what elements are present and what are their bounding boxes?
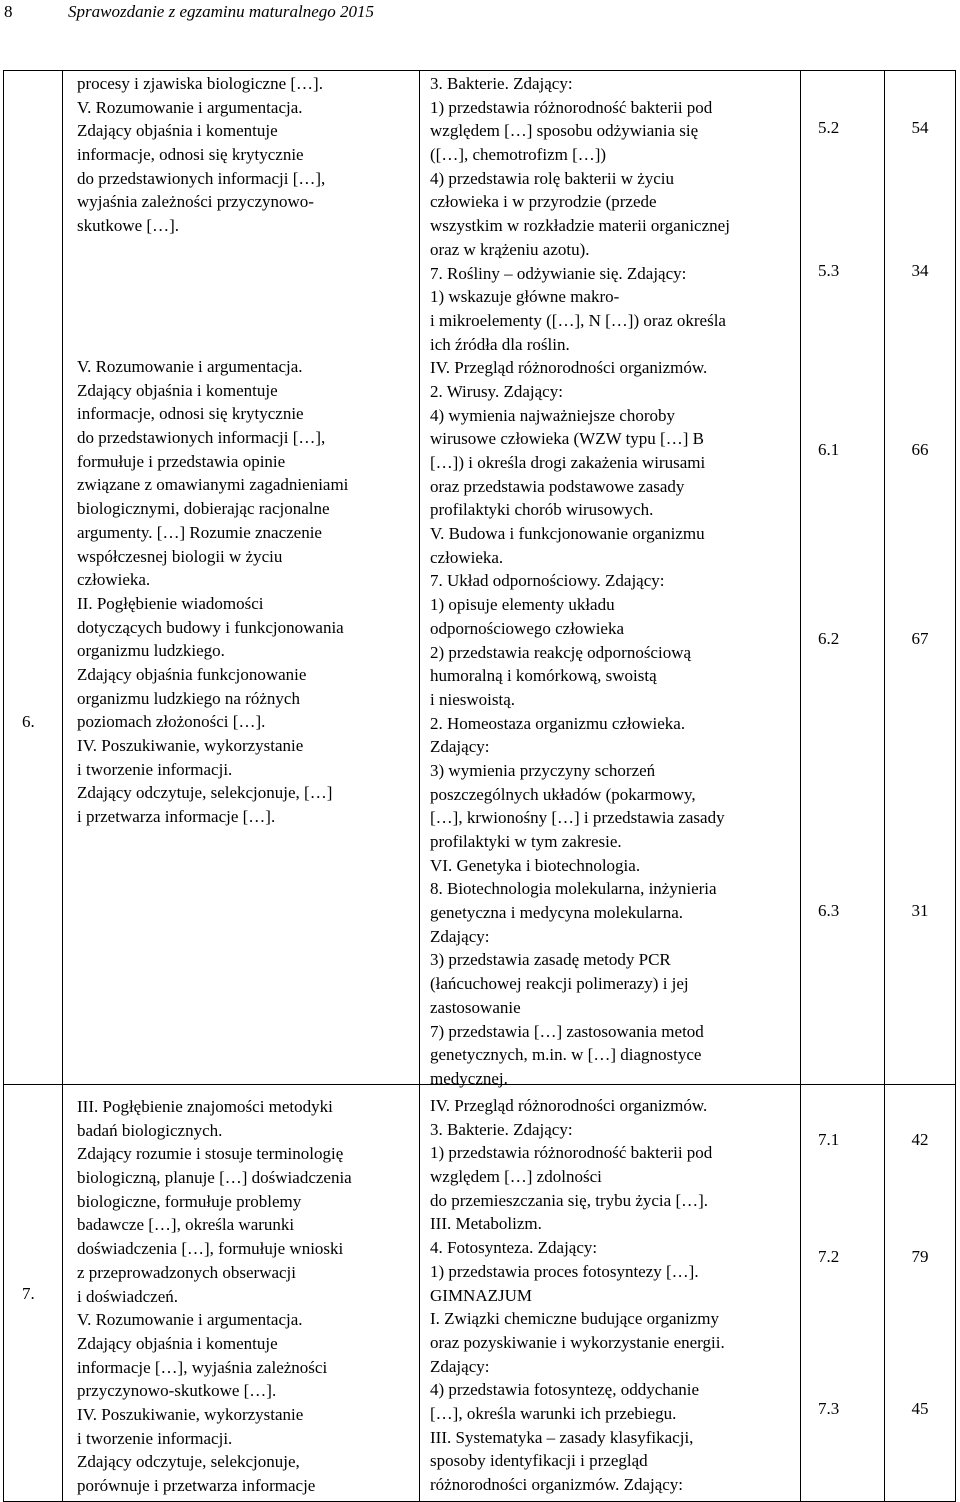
text-line: […], określa warunki ich przebiegu. — [430, 1403, 677, 1423]
text-line: i tworzenie informacji. — [77, 759, 233, 779]
column-divider — [884, 70, 885, 1501]
text-line: badawcze […], określa warunki — [77, 1215, 295, 1235]
text-line: formułuje i przedstawia opinie — [77, 451, 286, 471]
text-line: 7. Układ odpornościowy. Zdający: — [430, 571, 665, 591]
subtask-percent: 67 — [911, 629, 929, 648]
text-line: Zdający: — [430, 1356, 490, 1376]
text-line: względem […] zdolności — [430, 1167, 602, 1187]
text-line: 3. Bakterie. Zdający: — [430, 74, 573, 93]
subtask-id: 6.2 — [818, 629, 840, 648]
text-line: (łańcuchowej reakcji polimerazy) i jej — [430, 974, 689, 994]
text-line: III. Metabolizm. — [430, 1214, 542, 1234]
text-line: i doświadczeń. — [77, 1286, 179, 1306]
column-divider — [62, 70, 63, 1501]
text-line: 4) wymienia najważniejsze choroby — [430, 405, 675, 425]
text-line: odpornościowego człowieka — [430, 618, 625, 638]
subtask-id: 6.3 — [818, 901, 840, 920]
text-line: V. Rozumowanie i argumentacja. — [77, 1310, 303, 1330]
text-line: V. Rozumowanie i argumentacja. — [77, 97, 303, 117]
text-line: różnorodności organizmów. Zdający: — [430, 1475, 684, 1494]
text-line: GIMNAZJUM — [430, 1285, 532, 1305]
text-line: 1) przedstawia proces fotosyntezy […]. — [430, 1261, 699, 1281]
subtask-id: 7.3 — [818, 1399, 840, 1418]
text-line: sposoby identyfikacji i przegląd — [430, 1451, 648, 1471]
column-divider — [419, 70, 420, 1501]
text-line: medycznej. — [430, 1068, 508, 1088]
text-line: 1) przedstawia różnorodność bakterii pod — [430, 97, 713, 117]
subtask-percent: 45 — [911, 1399, 929, 1418]
text-line: 4) przedstawia fotosyntezę, oddychanie — [430, 1380, 700, 1400]
text-line: człowieka i w przyrodzie (przede — [430, 192, 657, 212]
text-line: 2. Homeostaza organizmu człowieka. — [430, 713, 686, 733]
text-line: oraz pozyskiwanie i wykorzystanie energii. — [430, 1332, 725, 1352]
text-line: profilaktyki w tym zakresie. — [430, 832, 622, 851]
text-line: ich źródła dla roślin. — [430, 334, 570, 354]
text-line: humoralną i komórkową, swoistą — [430, 666, 657, 686]
subtask-id: 5.3 — [818, 261, 840, 280]
text-line: 3) wymienia przyczyny schorzeń — [430, 760, 656, 780]
text-line: Zdający objaśnia i komentuje — [77, 1333, 278, 1353]
text-line: do przedstawionych informacji […], — [77, 428, 326, 448]
text-line: genetycznych, m.in. w […] diagnostyce — [430, 1045, 702, 1065]
general-requirements-a — [77, 72, 325, 238]
text-line: zastosowanie — [430, 997, 521, 1017]
subtask-percent: 79 — [911, 1247, 929, 1266]
text-line: V. Budowa i funkcjonowanie organizmu — [430, 524, 705, 544]
text-line: do przemieszczania się, trybu życia […]. — [430, 1190, 709, 1210]
text-line: oraz przedstawia podstawowe zasady — [430, 476, 685, 496]
subtask-id: 7.2 — [818, 1247, 840, 1266]
text-line: organizmu ludzkiego. — [77, 641, 225, 661]
text-line: IV. Poszukiwanie, wykorzystanie — [77, 1404, 304, 1424]
text-line: 1) wskazuje główne makro- — [430, 287, 620, 307]
text-line: IV. Przegląd różnorodności organizmów. — [430, 1096, 708, 1115]
text-line: Zdający: — [430, 737, 490, 757]
text-line: informacje, odnosi się krytycznie — [77, 404, 304, 424]
row-number-6: 6. — [22, 712, 35, 731]
text-line: przyczynowo-skutkowe […]. — [77, 1381, 277, 1401]
subtask-id: 5.2 — [818, 118, 840, 137]
text-line: badań biologicznych. — [77, 1120, 223, 1140]
text-line: procesy i zjawiska biologiczne […]. — [77, 74, 323, 93]
text-line: i nieswoistą. — [430, 689, 515, 709]
text-line: poszczególnych układów (pokarmowy, — [430, 784, 696, 804]
text-line: informacje […], wyjaśnia zależności — [77, 1357, 328, 1377]
text-line: porównuje i przetwarza informacje — [77, 1476, 316, 1495]
text-line: Zdający rozumie i stosuje terminologię — [77, 1144, 344, 1164]
text-line: 7) przedstawia […] zastosowania metod — [430, 1021, 704, 1041]
text-line: Zdający odczytuje, selekcjonuje, — [77, 1452, 300, 1472]
text-line: 4. Fotosynteza. Zdający: — [430, 1238, 598, 1258]
text-line: 1) przedstawia różnorodność bakterii pod — [430, 1143, 713, 1163]
text-line: informacje, odnosi się krytycznie — [77, 145, 304, 165]
text-line: VI. Genetyka i biotechnologia. — [430, 855, 641, 875]
text-line: do przedstawionych informacji […], — [77, 168, 326, 188]
column-divider — [800, 70, 801, 1501]
text-line: I. Związki chemiczne budujące organizmy — [430, 1309, 720, 1329]
text-line: Zdający odczytuje, selekcjonuje, […] — [77, 783, 333, 803]
subtask-percent: 42 — [911, 1130, 929, 1149]
text-line: współczesnej biologii w życiu — [77, 546, 283, 566]
subtask-id: 6.1 — [818, 440, 840, 459]
text-line: biologiczną, planuje […] doświadczenia — [77, 1168, 352, 1188]
page-number: 8 — [4, 2, 13, 21]
text-line: 2) przedstawia reakcję odpornościową — [430, 642, 692, 662]
text-line: oraz w krążeniu azotu). — [430, 239, 590, 259]
text-line: […]) i określa drogi zakażenia wirusami — [430, 453, 706, 472]
subtask-percent: 66 — [911, 440, 929, 459]
text-line: Zdający objaśnia i komentuje — [77, 121, 278, 141]
general-requirements-c — [77, 1095, 352, 1498]
text-line: V. Rozumowanie i argumentacja. — [77, 357, 303, 376]
text-line: i przetwarza informacje […]. — [77, 807, 276, 827]
text-line: III. Systematyka – zasady klasyfikacji, — [430, 1427, 694, 1447]
page-header-title: Sprawozdanie z egzaminu maturalnego 2015 — [68, 2, 374, 21]
text-line: człowieka. — [430, 547, 504, 567]
text-line: profilaktyki chorób wirusowych. — [430, 500, 654, 520]
text-line: IV. Przegląd różnorodności organizmów. — [430, 358, 708, 378]
text-line: wszystkim w rozkładzie materii organicznej — [430, 216, 730, 236]
text-line: poziomach złożoności […]. — [77, 712, 266, 732]
text-line: biologiczne, formułuje problemy — [77, 1191, 302, 1211]
text-line: biologicznymi, dobierając racjonalne — [77, 499, 330, 519]
text-line: Zdający objaśnia funkcjonowanie — [77, 664, 307, 684]
detailed-requirements-b — [430, 1094, 725, 1497]
text-line: skutkowe […]. — [77, 216, 179, 236]
detailed-requirements-a — [430, 72, 730, 1091]
text-line: związane z omawianymi zagadnieniami — [77, 475, 349, 495]
text-line: 7. Rośliny – odżywianie się. Zdający: — [430, 263, 687, 283]
subtask-id: 7.1 — [818, 1130, 840, 1149]
text-line: Zdający: — [430, 926, 490, 946]
text-line: 3) przedstawia zasadę metody PCR — [430, 950, 671, 970]
text-line: wyjaśnia zależności przyczynowo- — [77, 192, 314, 212]
subtask-percent: 34 — [911, 261, 929, 280]
text-line: 1) opisuje elementy układu — [430, 595, 615, 615]
text-line: z przeprowadzonych obserwacji — [77, 1262, 297, 1282]
text-line: 8. Biotechnologia molekularna, inżynieria — [430, 879, 717, 899]
text-line: genetyczna i medycyna molekularna. — [430, 903, 683, 923]
text-line: i mikroelementy ([…], N […]) oraz określa — [430, 310, 726, 330]
text-line: 4) przedstawia rolę bakterii w życiu — [430, 168, 675, 188]
text-line: organizmu ludzkiego na różnych — [77, 688, 300, 708]
text-line: ([…], chemotrofizm […]) — [430, 145, 607, 165]
row-number-7: 7. — [22, 1284, 35, 1303]
text-line: człowieka. — [77, 570, 151, 590]
subtask-percent: 31 — [911, 901, 929, 920]
text-line: doświadczenia […], formułuje wnioski — [77, 1239, 344, 1259]
text-line: dotyczących budowy i funkcjonowania — [77, 617, 344, 637]
text-line: III. Pogłębienie znajomości metodyki — [77, 1097, 333, 1116]
text-line: Zdający objaśnia i komentuje — [77, 380, 278, 400]
text-line: II. Pogłębienie wiadomości — [77, 593, 264, 613]
text-line: 3. Bakterie. Zdający: — [430, 1119, 573, 1139]
text-line: […], krwionośny […] i przedstawia zasady — [430, 808, 725, 828]
text-line: 2. Wirusy. Zdający: — [430, 381, 563, 401]
subtask-percent: 54 — [911, 118, 929, 137]
text-line: IV. Poszukiwanie, wykorzystanie — [77, 736, 304, 755]
text-line: i tworzenie informacji. — [77, 1428, 233, 1448]
text-line: wirusowe człowieka (WZW typu […] B — [430, 429, 704, 449]
text-line: argumenty. […] Rozumie znaczenie — [77, 522, 322, 542]
text-line: względem […] sposobu odżywiania się — [430, 121, 699, 141]
general-requirements-b — [77, 355, 348, 829]
